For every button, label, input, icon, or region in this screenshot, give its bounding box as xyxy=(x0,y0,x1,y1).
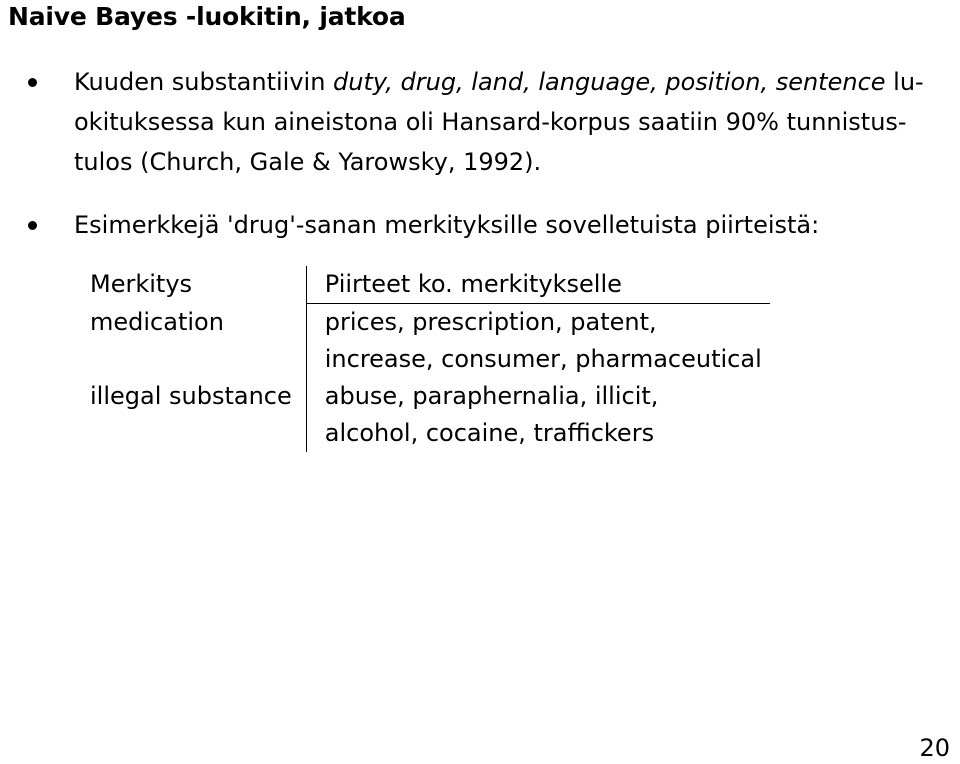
features-cell: alcohol, cocaine, traffickers xyxy=(324,419,655,447)
bullet-item xyxy=(28,205,948,245)
features-cell: abuse, paraphernalia, illicit, xyxy=(324,382,659,410)
table-row xyxy=(82,304,770,342)
sense-cell xyxy=(82,415,306,452)
header-sense: Merkitys xyxy=(82,266,306,304)
features-cell: increase, consumer, pharmaceutical xyxy=(324,345,762,373)
sense-cell xyxy=(82,341,306,378)
table-row xyxy=(82,341,770,378)
bullet-item xyxy=(28,62,948,182)
bullet-1-line-1 xyxy=(74,62,948,102)
bullet-1-line-2: okituksessa kun aineistona oli Hansard-korpus saatiin 90% tunnistus- xyxy=(74,108,907,136)
table-row xyxy=(82,378,770,415)
bullet-1-prefix: Kuuden substantiivin xyxy=(74,68,334,96)
bullet-1-emphasis: duty, drug, land, language, position, sentence xyxy=(333,68,886,96)
sense-cell: medication xyxy=(82,304,306,342)
page-number: 20 xyxy=(919,734,950,762)
table-header-row xyxy=(82,266,770,304)
header-features: Piirteet ko. merkitykselle xyxy=(306,266,770,304)
bullet-dot-icon xyxy=(28,78,37,87)
bullet-1-line-3: tulos (Church, Gale & Yarowsky, 1992). xyxy=(74,148,542,176)
sense-cell: illegal substance xyxy=(82,378,306,415)
features-cell: prices, prescription, patent, xyxy=(324,308,657,336)
bullet-list xyxy=(28,62,948,245)
bullet-1-suffix: lu- xyxy=(885,68,924,96)
sense-features-table xyxy=(82,266,770,452)
bullet-2-text: Esimerkkejä 'drug'-sanan merkityksille sovelletuista piirteistä: xyxy=(74,211,820,239)
bullet-dot-icon xyxy=(28,221,37,230)
slide-title: Naive Bayes -luokitin, jatkoa xyxy=(8,2,406,31)
table-row xyxy=(82,415,770,452)
